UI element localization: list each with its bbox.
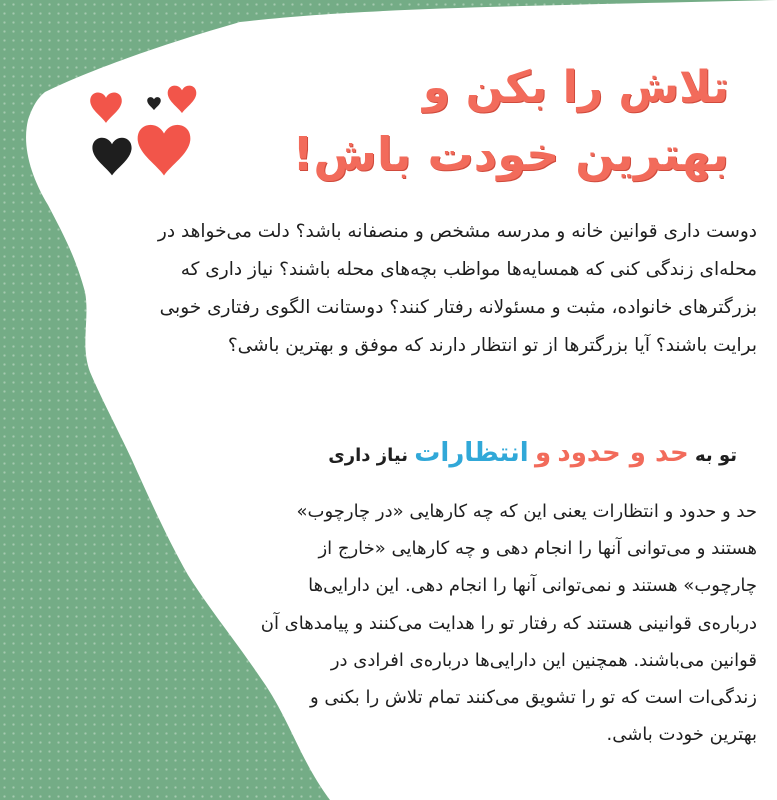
intro-paragraph: دوست داری قوانین خانه و مدرسه مشخص و منصفانه باشد؟ دلت می‌خواهد در محله‌ای زندگی کنی که همسایه‌ها مواظب بچه‌های محله باشند؟ نیاز داری که بزرگترهای خانواده، مثبت و مسئولانه رفتار کنند؟ دوستانت الگوی رفتاری خوبی برایت باشند؟ آیا بزرگترها از تو انتظار دارند که موفق و بهترین باشی؟ <box>157 221 757 356</box>
heading-suffix: نیاز داری <box>328 445 409 466</box>
heading-limits: حد و حدود <box>557 438 689 468</box>
title-line-2: بهترین خودت باش! <box>292 127 729 181</box>
body-paragraph: حد و حدود و انتظارات یعنی این که چه کارهایی «در چارچوب» هستند و می‌توانی آنها را انجام دهی و چه کارهایی «خارج از چارچوب» هستند و نمی‌توانی آنها را انجام دهی. این دارایی‌ها درباره‌ی قوانینی هستند که رفتار تو را هدایت می‌کنند و پیامدهای آن قوانین می‌باشند. همچنین این دارایی‌ها درباره‌ی افرادی در زندگی‌ات است که تو را تشویق می‌کنند تمام تلاش را بکنی و بهترین خودت باشی. <box>260 501 757 746</box>
title-line-1: تلاش را بکن و <box>422 62 729 113</box>
section-heading <box>328 433 737 476</box>
heading-connector: و <box>534 438 552 468</box>
heading-expectations: انتظارات <box>414 438 529 468</box>
hearts-icon <box>82 82 212 192</box>
heading-prefix: تو به <box>695 445 737 466</box>
